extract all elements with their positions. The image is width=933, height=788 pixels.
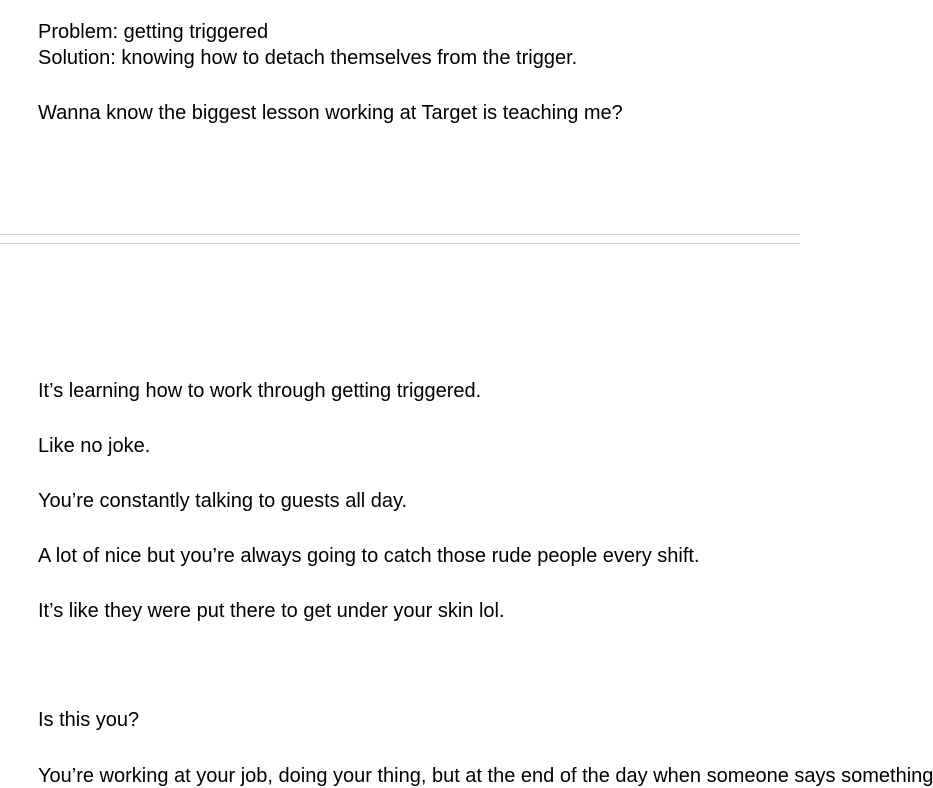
paragraph-no-joke: Like no joke. <box>38 435 151 457</box>
document-page-1 <box>0 0 800 234</box>
document-page-2 <box>0 244 933 787</box>
solution-line: Solution: knowing how to detach themselves from the trigger. <box>38 47 578 69</box>
paragraph-learning: It’s learning how to work through getting triggered. <box>38 380 482 402</box>
paragraph-is-this-you: Is this you? <box>38 709 140 731</box>
page-break-divider <box>0 234 800 244</box>
lesson-question-line: Wanna know the biggest lesson working at Target is teaching me? <box>38 102 623 124</box>
paragraph-under-skin: It’s like they were put there to get under your skin lol. <box>38 600 505 622</box>
problem-line: Problem: getting triggered <box>38 21 269 43</box>
paragraph-rude-people: A lot of nice but you’re always going to catch those rude people every shift. <box>38 545 700 567</box>
paragraph-cutoff-text: You’re working at your job, doing your thing, but at the end of the day when someone says something <box>38 765 933 787</box>
paragraph-guests: You’re constantly talking to guests all day. <box>38 490 408 512</box>
paragraph-cutoff <box>38 764 933 787</box>
